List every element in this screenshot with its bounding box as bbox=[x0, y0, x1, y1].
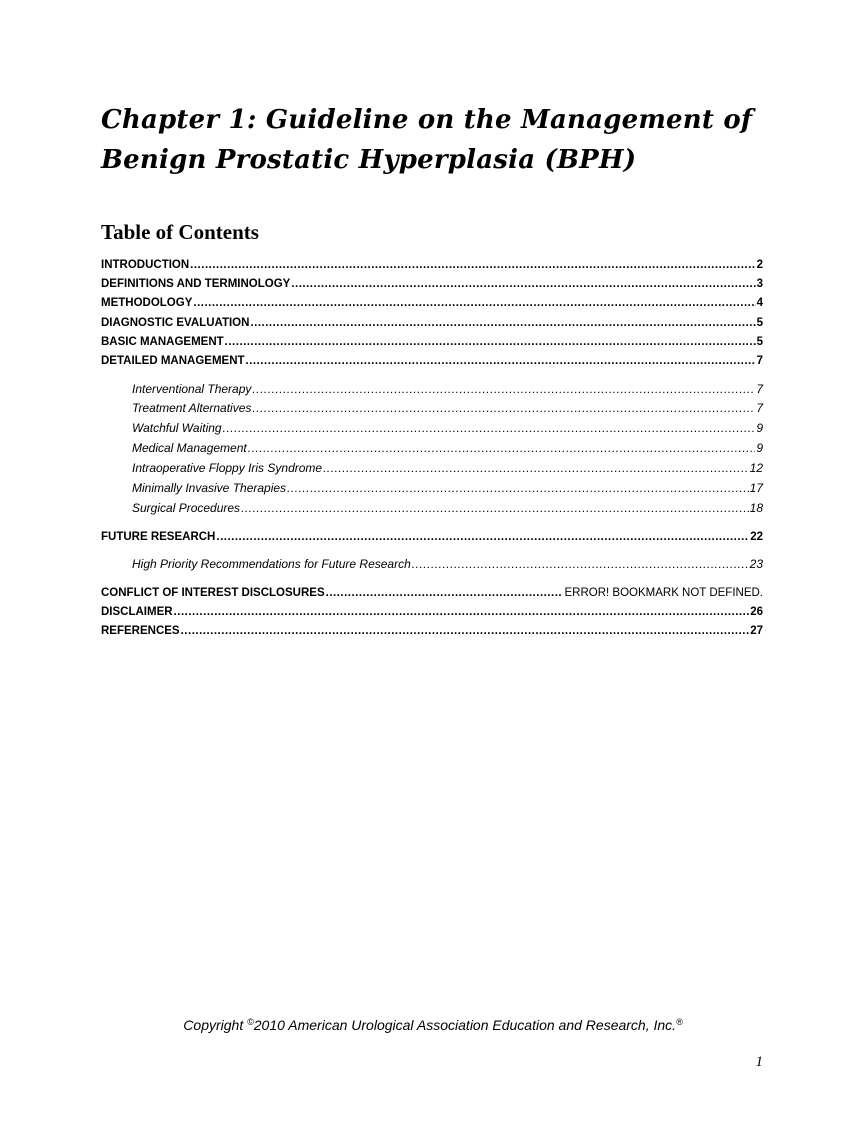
toc-entry-title: Intraoperative Floppy Iris Syndrome bbox=[132, 461, 323, 475]
toc-entry-page: 5 bbox=[756, 317, 763, 329]
toc-entry-page: 18 bbox=[749, 501, 763, 515]
toc-entry-title: DEFINITIONS AND TERMINOLOGY bbox=[101, 278, 291, 290]
toc-entry-future-research[interactable] bbox=[101, 529, 763, 545]
toc-entry-methodology[interactable] bbox=[101, 295, 763, 311]
toc-entry-diagnostic-evaluation[interactable] bbox=[101, 315, 763, 331]
toc-entry-page: 2 bbox=[756, 259, 763, 271]
toc-entry-title: High Priority Recommendations for Future Research bbox=[132, 557, 411, 571]
toc-entry-surgical-procedures[interactable] bbox=[132, 500, 763, 516]
toc-leader bbox=[252, 381, 755, 397]
copyright-text: 2010 American Urological Association Education and Research, Inc. bbox=[253, 1017, 677, 1033]
toc-entry-intraoperative-floppy-iris-syndrome[interactable] bbox=[132, 460, 763, 476]
toc-leader bbox=[412, 556, 749, 572]
toc-heading: Table of Contents bbox=[101, 220, 259, 244]
toc-leader bbox=[174, 604, 750, 620]
toc-entry-title: METHODOLOGY bbox=[101, 297, 193, 309]
toc-leader bbox=[246, 353, 756, 369]
toc-entry-watchful-waiting[interactable] bbox=[132, 420, 763, 436]
toc-leader bbox=[291, 276, 755, 292]
toc-leader bbox=[326, 585, 564, 601]
toc-leader bbox=[252, 400, 755, 416]
toc-entry-introduction[interactable] bbox=[101, 257, 763, 273]
toc-entry-title: DIAGNOSTIC EVALUATION bbox=[101, 317, 250, 329]
toc-entry-title: REFERENCES bbox=[101, 625, 180, 637]
toc-entry-definitions-and-terminology[interactable] bbox=[101, 276, 763, 292]
toc-entry-page: 17 bbox=[749, 481, 763, 495]
toc-entry-page: 26 bbox=[750, 606, 763, 618]
toc-entry-page: 7 bbox=[756, 382, 763, 396]
toc-entry-page: 5 bbox=[756, 336, 763, 348]
toc-leader bbox=[241, 500, 749, 516]
toc-entry-page: 22 bbox=[750, 531, 763, 543]
toc-leader bbox=[225, 334, 756, 350]
toc-entry-page: 4 bbox=[756, 297, 763, 309]
toc-entry-title: BASIC MANAGEMENT bbox=[101, 336, 224, 348]
toc-entry-high-priority-recommendations[interactable] bbox=[132, 556, 763, 572]
toc-entry-page: 7 bbox=[756, 401, 763, 415]
toc-entry-treatment-alternatives[interactable] bbox=[132, 400, 763, 416]
toc-entry-title: INTRODUCTION bbox=[101, 259, 190, 271]
toc-leader bbox=[250, 315, 755, 331]
toc-leader bbox=[216, 529, 749, 545]
toc-entry-title: DISCLAIMER bbox=[101, 606, 173, 618]
toc-entry-page: 9 bbox=[756, 421, 763, 435]
registered-mark: ® bbox=[676, 1017, 683, 1027]
toc-entry-title: Interventional Therapy bbox=[132, 382, 252, 396]
toc-entry-title: Watchful Waiting bbox=[132, 421, 222, 435]
toc-entry-title: CONFLICT OF INTEREST DISCLOSURES bbox=[101, 587, 325, 599]
toc-leader bbox=[287, 480, 749, 496]
toc-entry-title: Surgical Procedures bbox=[132, 501, 241, 515]
toc-entry-page-error: ERROR! BOOKMARK NOT DEFINED. bbox=[564, 587, 763, 599]
copyright-notice bbox=[0, 1012, 866, 1035]
toc-leader bbox=[223, 420, 756, 436]
toc-entry-page: 9 bbox=[756, 441, 763, 455]
toc-leader bbox=[190, 257, 755, 273]
toc-entry-basic-management[interactable] bbox=[101, 334, 763, 350]
toc-leader bbox=[193, 295, 755, 311]
copyright-prefix: Copyright bbox=[183, 1017, 248, 1033]
toc-entry-references[interactable] bbox=[101, 623, 763, 639]
chapter-title-line-2: Benign Prostatic Hyperplasia (BPH) bbox=[101, 145, 637, 175]
toc-entry-page: 7 bbox=[756, 355, 763, 367]
toc-entry-minimally-invasive-therapies[interactable] bbox=[132, 480, 763, 496]
toc-entry-page: 3 bbox=[756, 278, 763, 290]
toc-entry-title: Medical Management bbox=[132, 441, 247, 455]
toc-entry-title: DETAILED MANAGEMENT bbox=[101, 355, 245, 367]
chapter-title bbox=[101, 100, 781, 180]
toc-entry-title: Treatment Alternatives bbox=[132, 401, 252, 415]
toc-entry-disclaimer[interactable] bbox=[101, 604, 763, 620]
toc-entry-title: Minimally Invasive Therapies bbox=[132, 481, 287, 495]
toc-entry-page: 23 bbox=[749, 557, 763, 571]
toc-entry-medical-management[interactable] bbox=[132, 440, 763, 456]
toc-leader bbox=[323, 460, 749, 476]
toc-entry-interventional-therapy[interactable] bbox=[132, 381, 763, 397]
toc-entry-page: 12 bbox=[749, 461, 763, 475]
chapter-title-line-1: Chapter 1: Guideline on the Management of bbox=[101, 105, 753, 135]
toc-leader bbox=[248, 440, 756, 456]
toc-leader bbox=[181, 623, 750, 639]
page-number: 1 bbox=[755, 1054, 763, 1070]
copyright-symbol: © bbox=[247, 1017, 254, 1027]
toc-entry-conflict-of-interest-disclosures[interactable] bbox=[101, 585, 763, 601]
toc-entry-page: 27 bbox=[750, 625, 763, 637]
toc-entry-title: FUTURE RESEARCH bbox=[101, 531, 216, 543]
toc-entry-detailed-management[interactable] bbox=[101, 353, 763, 369]
